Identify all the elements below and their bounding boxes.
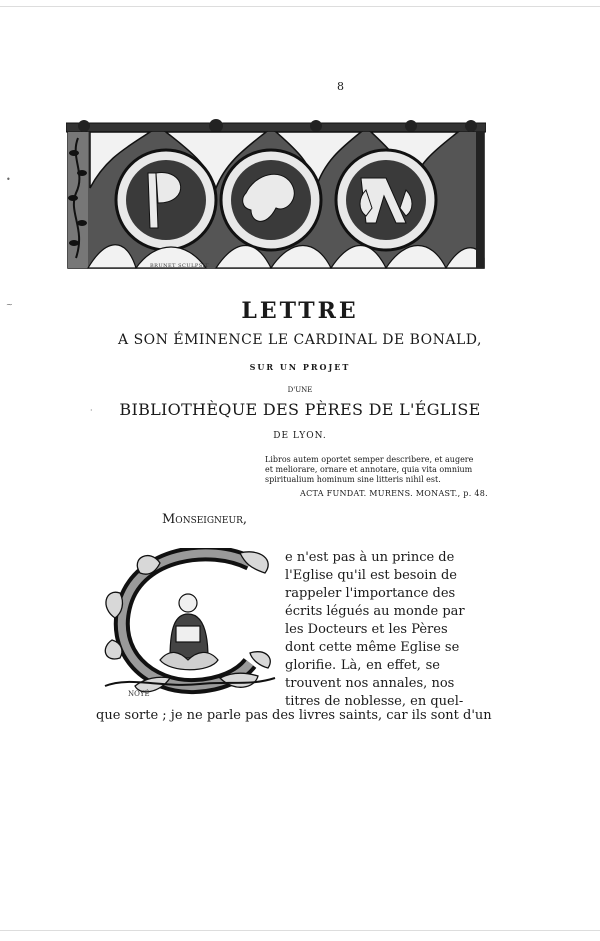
body-line: dont cette même Eglise se bbox=[285, 640, 460, 655]
subtitle-sur-un-projet: SUR UN PROJET bbox=[249, 362, 351, 372]
subtitle-cardinal: A SON ÉMINENCE LE CARDINAL DE BONALD, bbox=[118, 332, 482, 348]
body-line: écrits légués au monde par bbox=[285, 604, 465, 619]
gothic-carved-headpiece-icon bbox=[66, 118, 486, 273]
title: LETTRE bbox=[241, 298, 359, 324]
body-line: titres de noblesse, en quel- bbox=[285, 694, 464, 709]
body-line-full: que sorte ; je ne parle pas des livres saints, car ils sont d'un bbox=[96, 708, 492, 723]
subtitle-lyon: DE LYON. bbox=[273, 431, 327, 441]
body-line: les Docteurs et les Pères bbox=[285, 622, 448, 637]
margin-mark: · bbox=[90, 406, 93, 415]
body-line: l'Eglise qu'il est besoin de bbox=[285, 568, 457, 583]
margin-mark: ~ bbox=[6, 300, 13, 309]
body-line: e n'est pas à un prince de bbox=[285, 550, 455, 565]
subtitle-bibliotheque: BIBLIOTHÈQUE DES PÈRES DE L'ÉGLISE bbox=[119, 400, 481, 419]
initial-signature: NOYÉ bbox=[128, 690, 150, 698]
engraver-signature: BRUNET SCULPSIT bbox=[150, 263, 209, 269]
scan-edge-top bbox=[0, 6, 600, 7]
subtitle-dune: D'UNE bbox=[287, 386, 313, 394]
page-number: 8 bbox=[337, 80, 344, 93]
body-line: trouvent nos annales, nos bbox=[285, 676, 455, 691]
body-line: glorifie. Là, en effet, se bbox=[285, 658, 440, 673]
scan-edge-bottom bbox=[0, 930, 600, 931]
margin-mark: • bbox=[6, 175, 11, 184]
epigraph-source: ACTA FUNDAT. MURENS. MONAST., p. 48. bbox=[300, 489, 489, 498]
salutation: Monseigneur, bbox=[162, 512, 247, 527]
body-line: rappeler l'importance des bbox=[285, 586, 456, 601]
epigraph-text: Libros autem oportet semper describere, et augere et meliorare, ornare et annotare, quia vita omnium spiritualium hominum sine litteris nihil est. bbox=[265, 455, 474, 484]
ornate-initial-c-with-monk-icon bbox=[100, 548, 278, 698]
